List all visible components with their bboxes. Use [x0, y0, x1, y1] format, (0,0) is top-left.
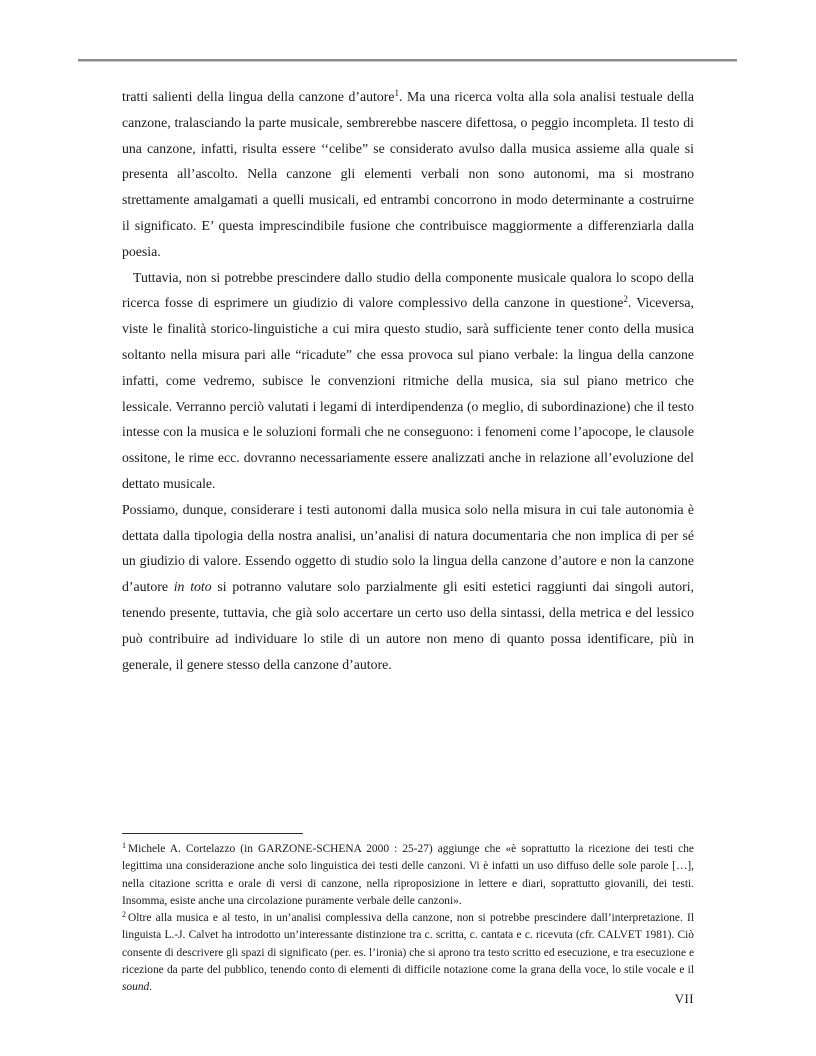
footnote [122, 910, 694, 996]
text-run: si potranno valutare solo parzialmente gli esiti estetici raggiunti dai singoli autori, tenendo presente, tuttavia, che già solo accertare un certo uso della sintassi, della metrica e del lessico può contribuire ad individuare lo stile di un autore non meno di quanto possa identificare, più in generale, il genere stesso della canzone d’autore. [122, 579, 694, 672]
footnote-list [122, 841, 694, 997]
paragraph [122, 497, 694, 678]
footnote-reference: 1 [394, 88, 400, 98]
paragraph [122, 265, 694, 497]
text-run: . Ma una ricerca volta alla sola analisi testuale della canzone, tralasciando la parte musicale, sembrerebbe nascere difettosa, o peggio incompleta. Il testo di una canzone, infatti, risulta essere ‘‘celibe” se considerato avulso dalla musica assieme alla quale si presenta all’ascolto. Nella canzone gli elementi verbali non sono autonomi, ma si mostrano strettamente amalgamati a quelli musicali, ed entrambi concorrono in modo determinante a costruirne il significato. E’ questa imprescindibile fusione che contribuisce maggiormente a differenziarla dalla poesia. [122, 89, 694, 259]
italic-text: in toto [173, 579, 212, 595]
text-run: Michele A. Cortelazzo (in GARZONE-SCHENA 2000 : 25-27) aggiunge che «è soprattutto la ricezione dei testi che legittima una considerazione anche solo linguistica dei testi delle canzoni. Vi è infatti un uso diffuso delle sole parole […], nella citazione scritta e orale di versi di canzone, nella riproposizione in lettere e diari, soprattutto giovanili, dei testi. Insomma, esiste anche una circolazione puramente verbale delle canzoni». [122, 843, 694, 907]
paragraph [122, 84, 694, 265]
italic-text: sound [122, 981, 150, 994]
footnote-separator [122, 833, 303, 834]
text-run: Oltre alla musica e al testo, in un’analisi complessiva della canzone, non si potrebbe prescindere dall’interpretazione. Il linguista L.-J. Calvet ha introdotto un’interessante distinzione tra c. scritta, c. cantata e c. ricevuta (cfr. CALVET 1981). Ciò consente di descrivere gli spazi di significato (per. es. l’ironia) che si aprono tra testo scritto ed esecuzione, e tra esecuzione e ricezione da parte del pubblico, tenendo conto di elementi di difficile notazione come la grana della voce, lo stile vocale e il [122, 912, 694, 977]
footnote-reference: 2 [623, 294, 628, 305]
footnote-number: 2 [122, 910, 126, 920]
text-run: Tuttavia, non si potrebbe prescindere dallo studio della componente musicale qualora lo scopo della ricerca fosse di esprimere un giudizio di valore complessivo della canzone in questione [122, 269, 694, 311]
body-text [122, 84, 694, 677]
page-number: VII [674, 992, 694, 1006]
text-run: . Viceversa, viste le finalità storico-linguistiche a cui mira questo studio, sarà sufficiente tener conto della musica soltanto nella misura pari alle “ricadute” che essa provoca sul piano verbale: la lingua della canzone infatti, come vedremo, subisce le convenzioni ritmiche della musica, sia sul piano metrico che lessicale. Verranno perciò valutati i legami di interdipendenza (o meglio, di subordinazione) che il testo intesse con la musica e le soluzioni formali che ne conseguono: i fenomeni come l’apocope, le clausole ossitone, le rime ecc. dovranno necessariamente essere analizzati anche in relazione all’evoluzione del dettato musicale. [122, 295, 694, 491]
footnotes-section [122, 833, 694, 997]
text-run: tratti salienti della lingua della canzone d’autore [122, 89, 395, 104]
footnote [122, 841, 694, 910]
footnote-number: 1 [122, 841, 126, 850]
header-rule [78, 59, 737, 62]
text-run: Possiamo, dunque, considerare i testi autonomi dalla musica solo nella misura in cui tale autonomia è dettata dalla tipologia della nostra analisi, un’analisi di natura documentaria che non implica di per sé un giudizio di valore. Essendo oggetto di studio solo la lingua della canzone d’autore e non la canzone d’autore [122, 501, 694, 595]
text-run: . [149, 981, 153, 994]
